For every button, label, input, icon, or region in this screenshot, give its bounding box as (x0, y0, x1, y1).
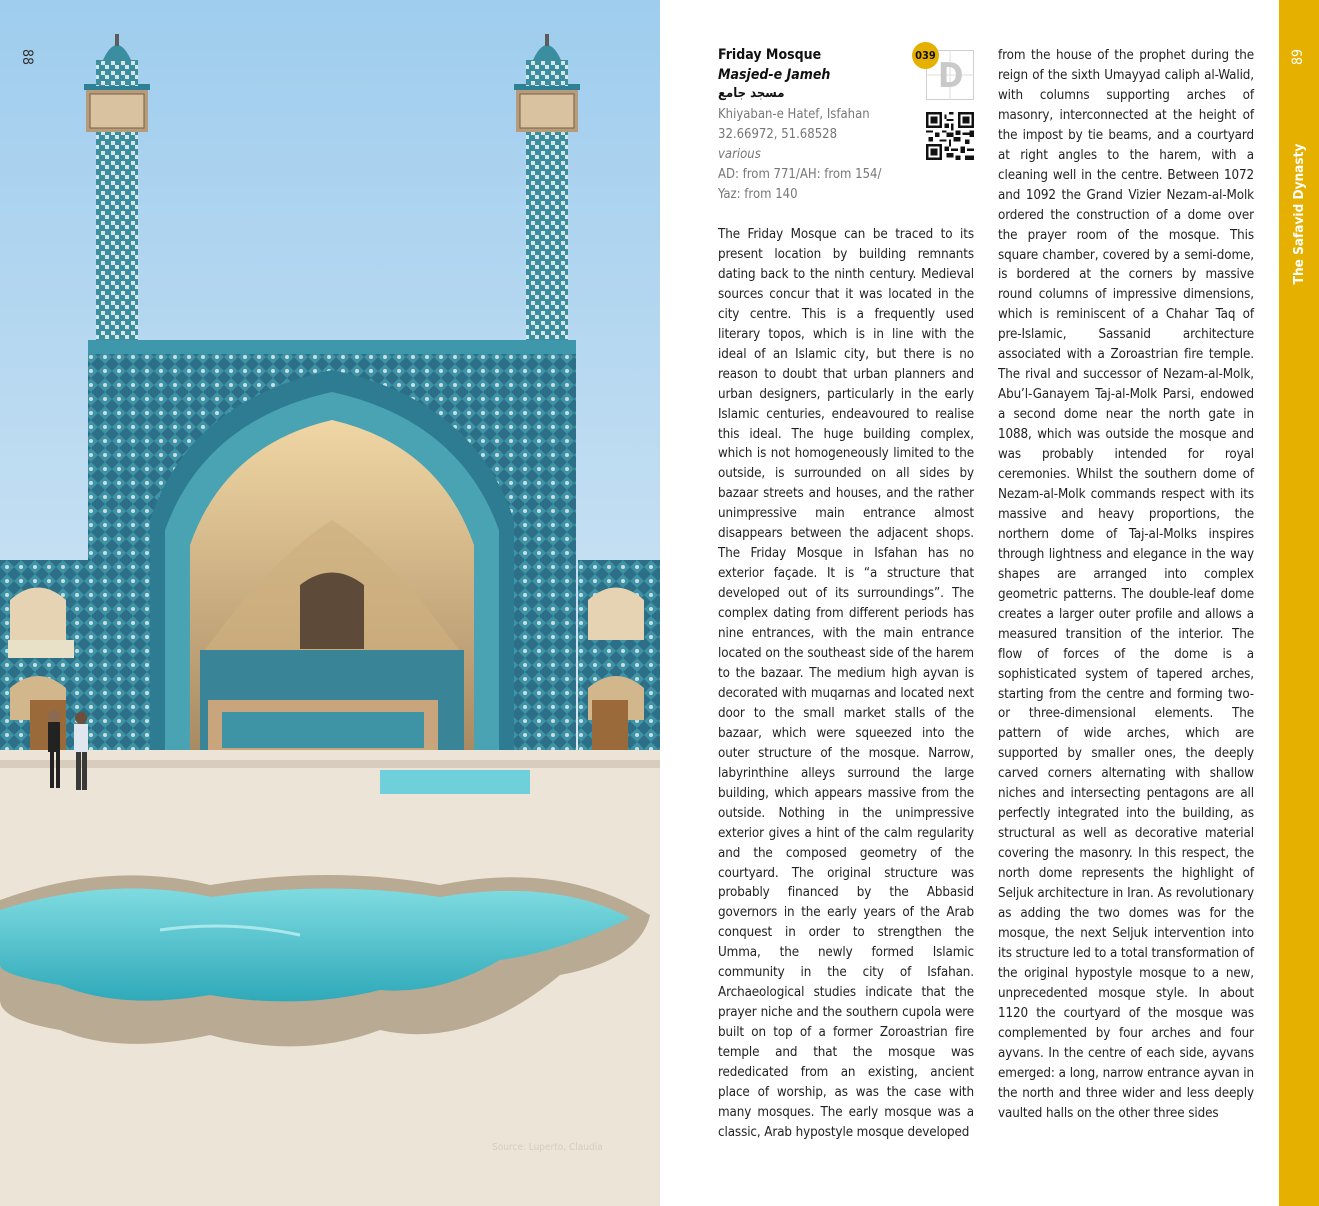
body-text-column-1: The Friday Mosque can be traced to its present location by building remnants dating back to the ninth century. Medieval sources concur that it was located in the city centre. This is a frequently used literary topos, which is in line with the ideal of an Islamic city, but there is no reason to doubt that urban planners and urban designers, particularly in the early Islamic centuries, endeavoured to realise this ideal. The huge building complex, which is not homogeneously limited to the outside, is surrounded on all sides by bazaar streets and houses, and the rather unimpressive main entrance almost disappears between the adjacent shops. The Friday Mosque in Isfahan has no exterior façade. It is “a structure that developed out of its surroundings”. The complex dating from different periods has nine entrances, with the main entrance located on the southeast side of the harem to the bazaar. The medium high ayvan is decorated with muqarnas and located next door to the small market stalls of the bazaar, which were squeezed into the outer structure of the mosque. Narrow, labyrinthine alleys surround the large building, which appears massive from the outside. Nothing in the unimpressive exterior gives a hint of the calm regularity and the composed geometry of the courtyard. The original structure was probably financed by the Abbasid governors in the early years of the Arab conquest in order to strengthen the Umma, the newly formed Islamic community in the city of Isfahan. Archaeological studies indicate that the prayer niche and the southern cupola were built on top of a former Zoroastrian fire temple and that the mosque was rededicated from an existing, ancient place of worship, as was the case with many mosques. The early mosque was a classic, Arab hypostyle mosque developed (718, 227, 974, 1140)
map-grid-letter: D (938, 56, 964, 96)
page-number-left: 88 (19, 48, 35, 66)
entry-number-badge: 039 (912, 42, 939, 69)
entry-coordinates: 32.66972, 51.68528 (718, 127, 838, 142)
entry-address: Khiyaban-e Hatef, Isfahan (718, 107, 870, 122)
qr-code-icon[interactable] (926, 112, 974, 160)
right-minaret (514, 34, 580, 342)
entry-title: Friday Mosque (718, 47, 822, 63)
body-text-column-2: from the house of the prophet during the reign of the sixth Umayyad caliph al-Walid, with columns supporting arches of masonry, interconnected at the height of the impost by tie beams, and a courtyard at right angles to the harem, with a cleaning well in the centre. Between 1072 and 1092 the Grand Vizier Nezam-al-Molk ordered the construction of a dome over the prayer room of the mosque. This square chamber, covered by a semi-dome, is bordered at the corners by massive round columns of impressive dimensions, which is reminiscent of a Chahar Taq of pre-Islamic, Sassanid architecture associated with a Zoroastrian fire temple. The rival and successor of Nezam-al-Molk, Abu’l-Ganayem Taj-al-Molk Parsi, endowed a second dome near the north gate in 1088, which was outside the mosque and was probably intended for royal ceremonies. Whilst the southern dome of Nezam-al-Molk commands respect with its massive and heavy proportions, the northern dome of Taj-al-Molks inspires through lightness and elegance in the way shapes are arranged into complex geometric patterns. The double-leaf dome creates a larger outer profile and allows a measured transition of the interior. The flow of forces of the dome is a sophisticated system of tapered arches, starting from the centre and forming two- or three-dimensional elements. The pattern of wide arches, which are supported by smaller ones, the deeply carved corners alternating with shallow niches and intersecting pentagons are all perfectly integrated into the building, as structural as well as decorative material covering the masonry. In this respect, the north dome represents the highlight of Seljuk architecture in Iran. As revolutionary as adding the two domes was for the mosque, the next Seljuk intervention into its structure led to a total transformation of the original hypostyle mosque to a new, unprecedented mosque style. In about 1120 the courtyard of the mosque was complemented by four arches and four ayvans. In the centre of each side, ayvans emerged: a long, narrow entrance ayvan in the north and three wider and less deeply vaulted halls on the other three sides (998, 48, 1254, 1121)
entry-dates-line2: Yaz: from 140 (718, 187, 798, 202)
chapter-label: The Safavid Dynasty (1291, 143, 1307, 285)
entry-arabic-name: مسجد جامع (718, 86, 785, 101)
entry-subtitle: Masjed-e Jameh (718, 67, 831, 83)
left-minaret (84, 34, 150, 342)
entry-architect: various (718, 147, 761, 162)
page-number-right: 89 (1290, 48, 1306, 66)
main-ayvan (88, 340, 576, 750)
photo-credit: Source: Luperto, Claudia (492, 1142, 603, 1153)
entry-dates-line1: AD: from 771/AH: from 154/ (718, 167, 882, 182)
distant-pool (380, 770, 530, 794)
